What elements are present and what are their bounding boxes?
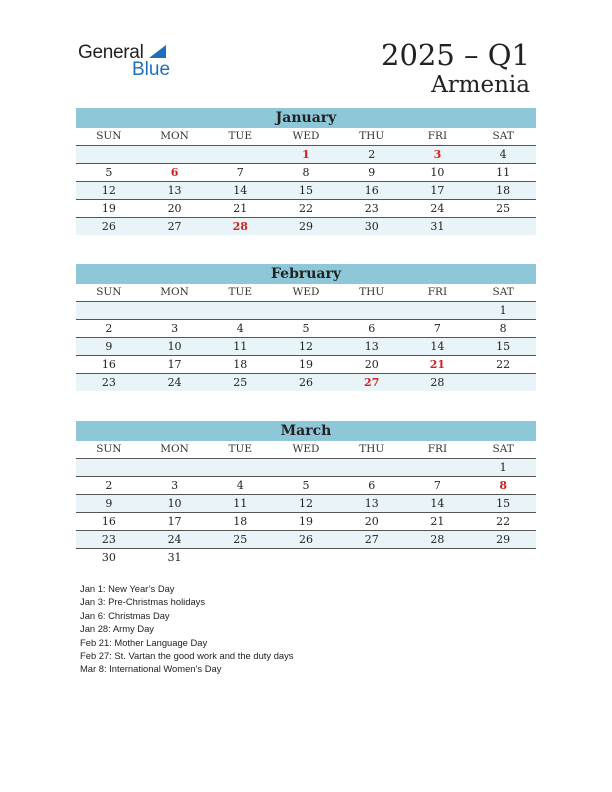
date-cell [207,549,273,566]
date-cell: 12 [101,184,116,197]
weekday-label: WED [292,130,320,142]
date-cell: 16 [101,515,116,528]
week-row [76,320,536,338]
date-cell [207,302,273,319]
date-cell: 28 [430,533,445,546]
date-cell: 16 [101,358,116,371]
holiday-note: Jan 28: Army Day [80,623,154,635]
date-cell [76,459,142,476]
date-cell: 18 [233,358,248,371]
week-row [76,374,536,391]
date-cell: 13 [364,340,379,353]
date-cell: 16 [364,184,379,197]
weekday-label: THU [359,443,385,455]
date-cell: 24 [430,202,445,215]
date-cell: 2 [105,479,113,492]
weekday-label: SUN [96,130,122,142]
month-title: February [76,264,536,284]
date-cell: 19 [101,202,116,215]
date-cell: 17 [430,184,445,197]
date-cell: 22 [496,358,511,371]
logo-triangle-icon [149,45,166,58]
holiday-note: Jan 3: Pre-Christmas holidays [80,596,206,608]
week-row [76,164,536,182]
week-row [76,146,536,164]
date-cell [405,459,471,476]
holiday-date-cell: 8 [499,479,507,492]
date-cell: 9 [105,340,113,353]
date-cell: 7 [433,479,441,492]
weekday-label: SUN [96,443,122,455]
date-cell: 10 [430,166,445,179]
date-cell: 26 [101,220,116,233]
date-cell: 15 [298,184,313,197]
holiday-date-cell: 1 [302,148,310,161]
weekday-label: MON [160,286,189,298]
date-cell: 30 [364,220,379,233]
date-cell: 6 [368,322,376,335]
logo-word-blue: Blue [132,59,171,80]
holiday-list [80,582,294,676]
date-cell: 7 [236,166,244,179]
weekday-label: TUE [228,130,253,142]
week-row [76,200,536,218]
date-cell: 27 [364,533,379,546]
week-row [76,477,536,495]
weekday-label: SUN [96,286,122,298]
date-cell: 30 [101,551,116,564]
week-row [76,218,536,235]
weekday-label: TUE [228,443,253,455]
date-cell [470,218,536,235]
date-cell [142,302,208,319]
date-cell: 14 [430,497,445,510]
holiday-note: Jan 6: Christmas Day [80,609,170,621]
date-cell: 12 [298,497,313,510]
date-cell: 23 [101,533,116,546]
date-cell: 10 [167,340,182,353]
week-row [76,302,536,320]
date-cell: 25 [233,533,248,546]
date-cell: 7 [433,322,441,335]
weekday-label: FRI [427,286,448,298]
date-cell: 29 [496,533,511,546]
date-cell [142,459,208,476]
country-name: Armenia [431,72,530,98]
week-row [76,513,536,531]
date-cell: 5 [105,166,113,179]
date-cell [339,459,405,476]
date-cell: 11 [233,340,248,353]
date-cell: 19 [298,358,313,371]
weekday-label: SAT [492,443,514,455]
date-cell: 10 [167,497,182,510]
date-cell: 21 [233,202,248,215]
week-row [76,531,536,549]
holiday-note: Feb 27: St. Vartan the good work and the duty days [80,649,294,661]
date-cell: 2 [105,322,113,335]
date-cell [76,146,142,163]
weekday-label: THU [359,130,385,142]
date-cell: 29 [298,220,313,233]
date-cell [470,374,536,391]
week-row [76,182,536,200]
date-cell: 21 [430,515,445,528]
date-cell [405,549,471,566]
date-cell [76,302,142,319]
date-cell: 26 [298,376,313,389]
holiday-date-cell: 28 [232,220,248,233]
holiday-date-cell: 21 [429,358,446,371]
date-cell: 18 [496,184,511,197]
weekday-label: MON [160,443,189,455]
date-cell [339,549,405,566]
month-title: January [76,108,536,128]
date-cell [207,146,273,163]
date-cell: 15 [496,497,511,510]
date-cell: 18 [233,515,248,528]
week-row [76,495,536,513]
holiday-date-cell: 27 [364,376,380,389]
date-cell: 15 [496,340,511,353]
weekday-label: SAT [492,286,514,298]
date-cell: 31 [430,220,445,233]
date-cell: 6 [368,479,376,492]
date-cell: 5 [302,322,310,335]
date-cell: 25 [233,376,248,389]
date-cell: 1 [499,461,507,474]
holiday-date-cell: 3 [433,148,442,161]
date-cell: 9 [105,497,113,510]
weekday-label: MON [160,130,189,142]
date-cell: 9 [368,166,376,179]
date-cell: 23 [101,376,116,389]
date-cell: 1 [499,304,507,317]
date-cell: 14 [233,184,248,197]
week-row [76,356,536,374]
holiday-note: Mar 8: International Women’s Day [80,663,222,675]
month-title: March [76,421,536,441]
week-row [76,459,536,477]
date-cell [207,459,273,476]
date-cell: 25 [496,202,511,215]
date-cell: 20 [364,515,379,528]
date-cell: 12 [298,340,313,353]
date-cell: 4 [236,479,244,492]
date-cell: 4 [236,322,244,335]
weekday-label: TUE [228,286,253,298]
weekday-header-row [76,128,536,146]
date-cell: 24 [167,533,182,546]
date-cell: 8 [302,166,310,179]
week-row [76,338,536,356]
logo-word-general: General [78,42,144,63]
page-title: 2025 – Q1 [381,38,530,72]
date-cell: 28 [430,376,445,389]
date-cell: 14 [430,340,445,353]
holiday-note: Jan 1: New Year’s Day [80,583,175,594]
date-cell: 13 [364,497,379,510]
date-cell [470,549,536,566]
date-cell: 23 [364,202,379,215]
weekday-label: THU [359,286,385,298]
date-cell: 22 [298,202,313,215]
date-cell: 11 [496,166,511,179]
weekday-label: FRI [427,443,448,455]
date-cell: 11 [233,497,248,510]
weekday-header-row [76,441,536,459]
date-cell: 24 [167,376,182,389]
week-row [76,549,536,566]
date-cell [273,549,339,566]
date-cell: 17 [167,358,182,371]
date-cell: 27 [167,220,182,233]
date-cell [405,302,471,319]
date-cell: 8 [499,322,507,335]
weekday-header-row [76,284,536,302]
date-cell [142,146,208,163]
date-cell: 4 [499,148,507,161]
date-cell: 2 [368,148,376,161]
date-cell: 3 [171,479,179,492]
logo [78,42,178,82]
date-cell: 31 [167,551,182,564]
date-cell: 5 [302,479,310,492]
holiday-note: Feb 21: Mother Language Day [80,636,208,648]
date-cell [273,302,339,319]
date-cell: 22 [496,515,511,528]
date-cell: 13 [167,184,182,197]
date-cell: 20 [167,202,182,215]
weekday-label: FRI [427,130,448,142]
month-calendar-february [76,264,536,391]
month-calendar-january [76,108,536,235]
month-calendar-march [76,421,536,566]
weekday-label: WED [292,286,320,298]
date-cell: 26 [298,533,313,546]
weekday-label: SAT [492,130,514,142]
date-cell: 17 [167,515,182,528]
date-cell [339,302,405,319]
date-cell: 19 [298,515,313,528]
date-cell: 3 [171,322,179,335]
holiday-date-cell: 6 [170,166,179,179]
date-cell: 20 [364,358,379,371]
weekday-label: WED [292,443,320,455]
date-cell [273,459,339,476]
